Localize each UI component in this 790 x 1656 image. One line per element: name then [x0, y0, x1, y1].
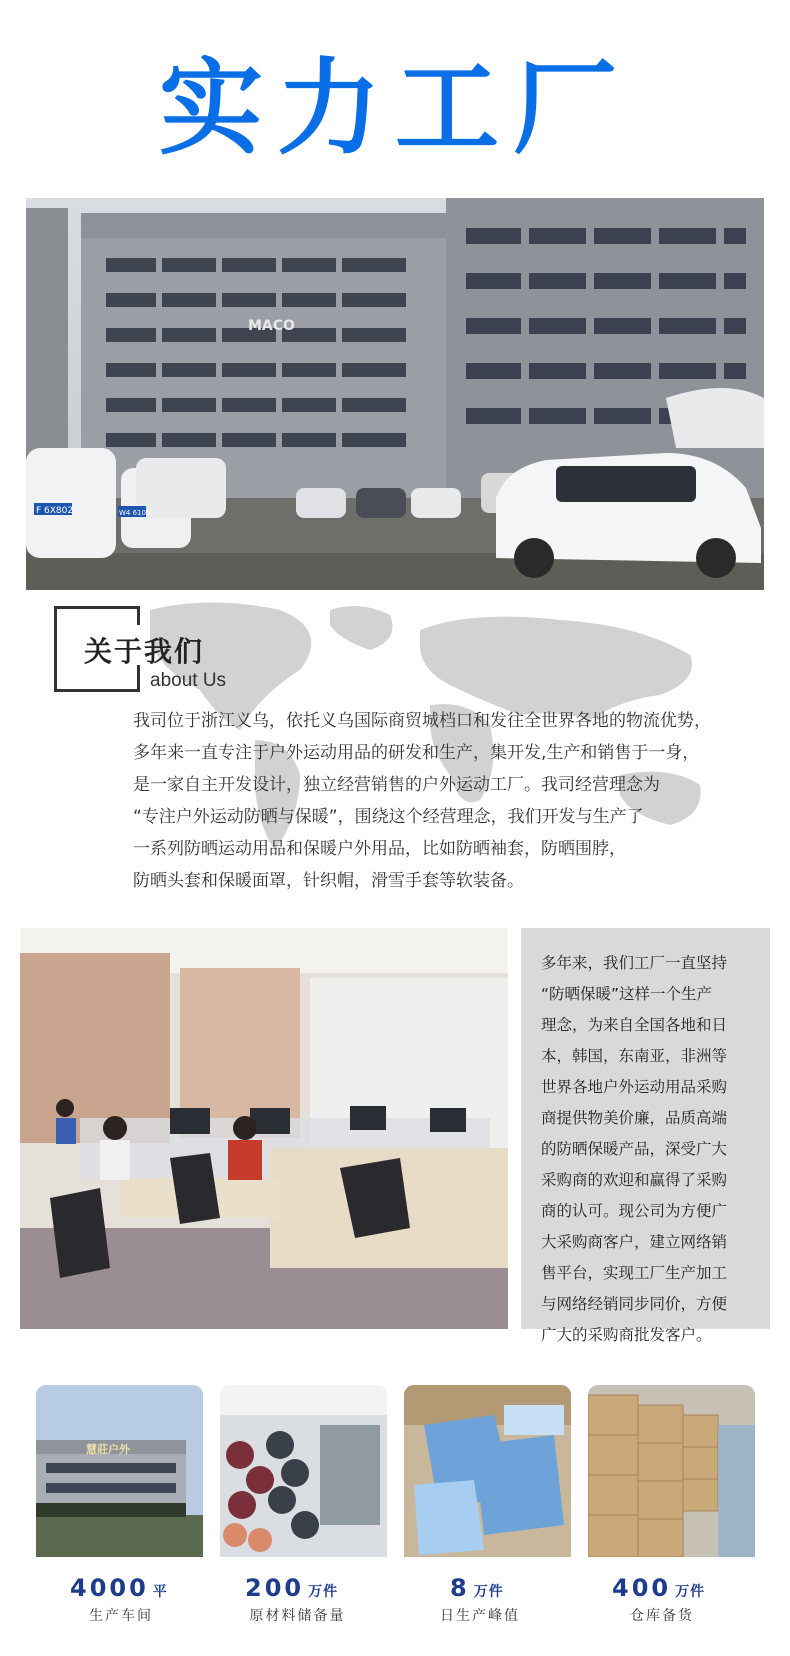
stat-unit: 万件 — [473, 1584, 504, 1600]
stat-card-workshop — [36, 1385, 203, 1557]
intro-line: 世界各地户外运动用品采购 — [541, 1078, 728, 1096]
stat-materials-label: 原材料储备量 — [249, 1608, 346, 1624]
stat-production-label: 日生产峰值 — [440, 1608, 520, 1624]
intro-line: 售平台，实现工厂生产加工 — [541, 1264, 728, 1282]
building-sign: MACO — [248, 318, 295, 334]
stat-production-value — [450, 1574, 504, 1602]
stat-warehouse-label: 仓库备货 — [630, 1608, 694, 1624]
stat-unit: 万件 — [308, 1584, 339, 1600]
workshop-sign: 慧莊户外 — [86, 1443, 130, 1456]
intro-line: 本，韩国，东南亚，非洲等 — [541, 1047, 728, 1065]
intro-line: 多年来，我们工厂一直坚持 — [541, 954, 728, 972]
stat-number: 4000 — [70, 1574, 149, 1602]
stat-unit: 万件 — [675, 1584, 706, 1600]
about-line: 是一家自主开发设计，独立经营销售的户外运动工厂。我司经营理念为 — [133, 775, 660, 795]
stat-warehouse-value — [612, 1574, 705, 1602]
about-subheading: about Us — [150, 670, 227, 691]
intro-line: 商的认可。现公司为方便广 — [541, 1202, 728, 1220]
about-line: 防晒头套和保暖面罩，针织帽，滑雪手套等软装备。 — [133, 871, 524, 891]
stat-workshop-label: 生产车间 — [89, 1608, 153, 1624]
intro-line: “防晒保暖”这样一个生产 — [541, 985, 713, 1003]
stat-number: 8 — [450, 1574, 470, 1602]
factory-building-photo — [26, 198, 764, 590]
about-heading: 关于我们 — [84, 635, 205, 668]
stat-workshop-value — [70, 1574, 168, 1602]
stat-card-warehouse — [588, 1385, 755, 1557]
stat-number: 200 — [245, 1574, 305, 1602]
stat-materials-value — [245, 1574, 338, 1602]
factory-intro-text — [541, 948, 761, 1351]
intro-line: 大采购商客户，建立网络销 — [541, 1233, 728, 1251]
license-plate-left: F 6X802 — [36, 506, 74, 516]
page-title: 实力工厂 — [158, 47, 631, 169]
intro-line: 采购商的欢迎和赢得了采购 — [541, 1171, 728, 1189]
about-body — [133, 705, 773, 897]
stat-number: 400 — [612, 1574, 672, 1602]
about-line: 多年来一直专注于户外运动用品的研发和生产，集开发,生产和销售于一身， — [133, 743, 700, 763]
intro-line: 的防晒保暖产品，深受广大 — [541, 1140, 728, 1158]
about-line: 一系列防晒运动用品和保暖户外用品，比如防晒袖套，防晒围脖， — [133, 839, 626, 859]
office-photo — [20, 928, 508, 1329]
stat-unit: 平 — [152, 1584, 168, 1600]
intro-line: 理念，为来自全国各地和日 — [541, 1016, 728, 1034]
about-line: 我司位于浙江义乌，依托义乌国际商贸城档口和发往全世界各地的物流优势， — [133, 711, 711, 731]
stat-card-production — [404, 1385, 571, 1557]
intro-line: 商提供物美价廉，品质高端 — [541, 1109, 728, 1127]
intro-line: 与网络经销同步同价，方便 — [541, 1295, 728, 1313]
license-plate-mid: W4 6100 — [119, 509, 151, 517]
intro-line: 广大的采购商批发客户。 — [541, 1326, 712, 1344]
stat-card-materials — [220, 1385, 387, 1557]
about-line: “专注户外运动防晒与保暖”，围绕这个经营理念，我们开发与生产了 — [133, 807, 644, 827]
